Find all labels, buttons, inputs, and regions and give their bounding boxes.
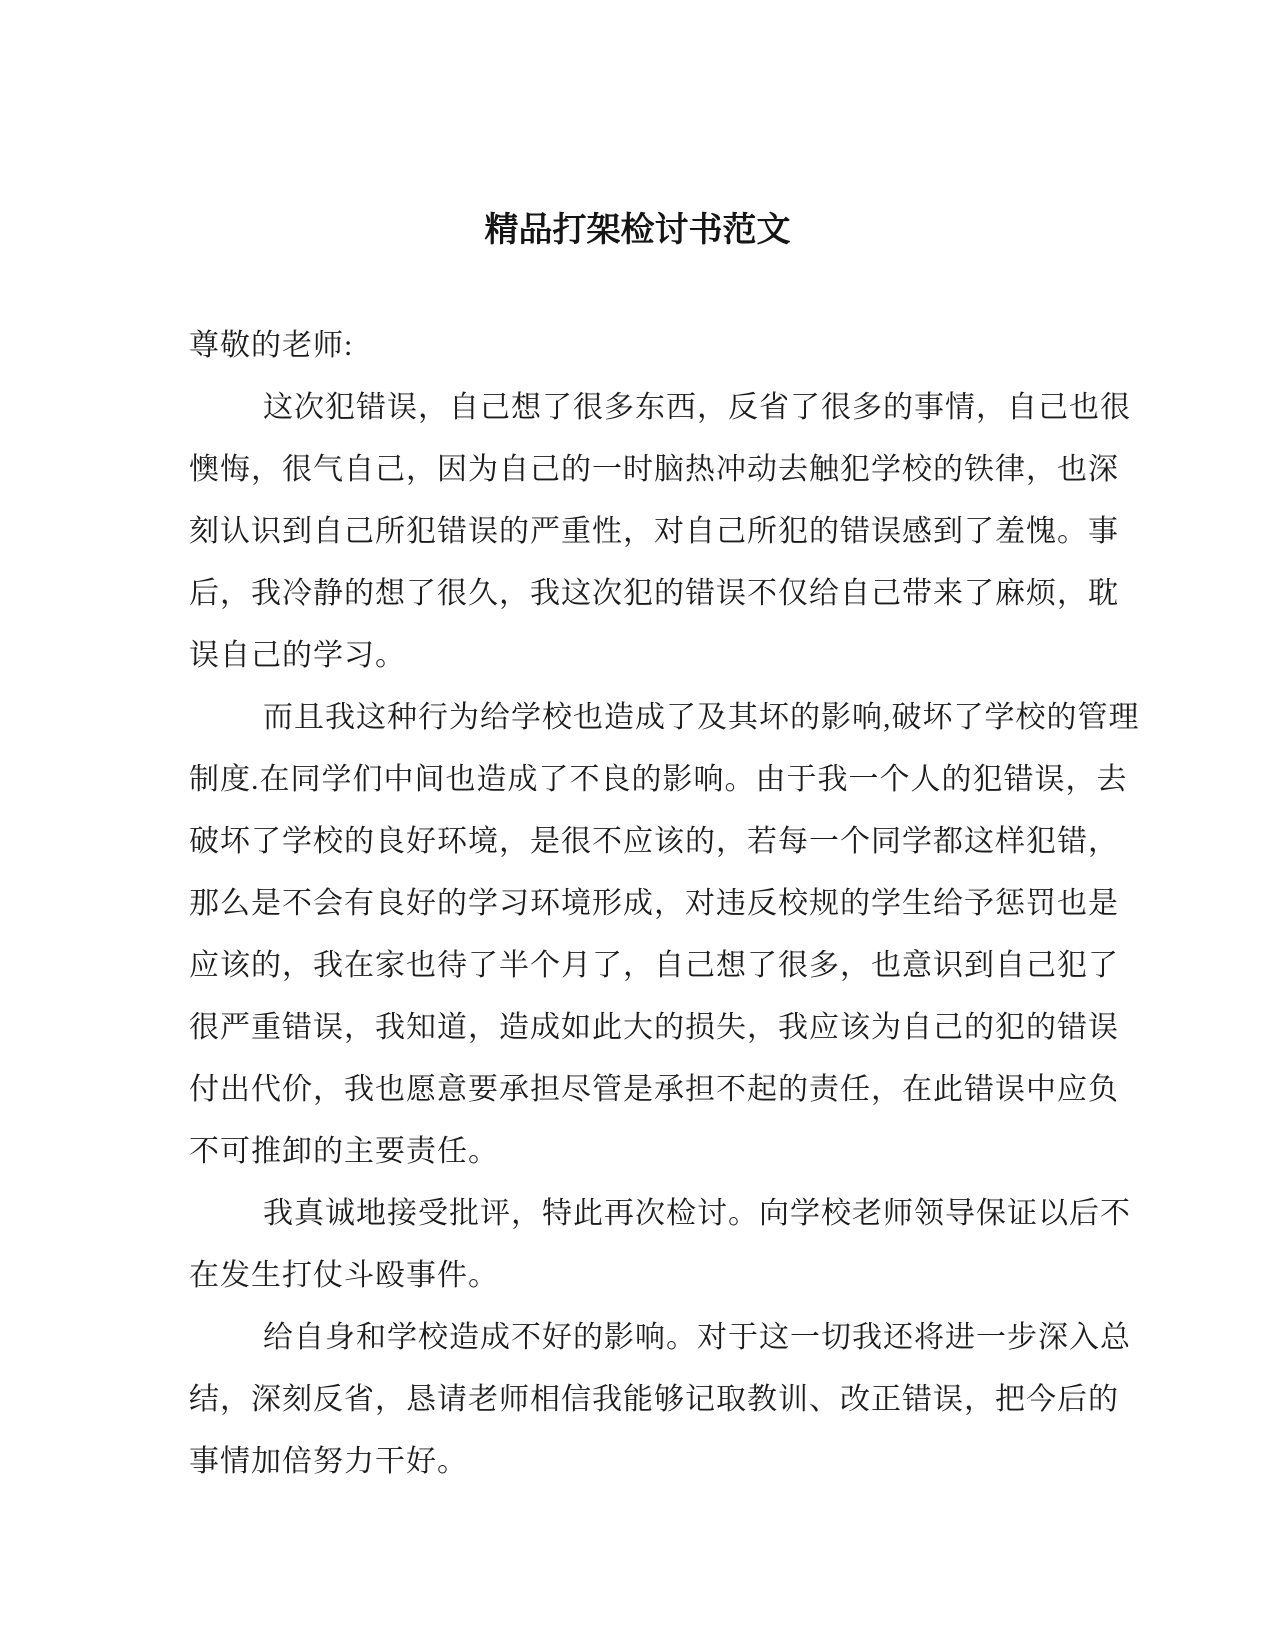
text-line: 事情加倍努力干好。 — [189, 1445, 468, 1478]
text-line: 制度.在同学们中间也造成了不良的影响。由于我一个人的犯错误，去 — [189, 763, 1128, 796]
text-line: 尊敬的老师: — [189, 329, 354, 362]
text-line: 给自身和学校造成不好的影响。对于这一切我还将进一步深入总 — [263, 1321, 1131, 1354]
text-line: 那么是不会有良好的学习环境形成，对违反校规的学生给予惩罚也是 — [189, 887, 1119, 920]
paragraph — [189, 687, 1165, 1183]
paragraph — [189, 1307, 1165, 1493]
text-line: 误自己的学习。 — [189, 639, 406, 672]
document-title: 精品打架检讨书范文 — [484, 211, 791, 249]
text-line: 懊悔，很气自己，因为自己的一时脑热冲动去触犯学校的铁律，也深 — [189, 453, 1119, 486]
text-line: 破坏了学校的良好环境，是很不应该的，若每一个同学都这样犯错， — [189, 825, 1119, 858]
text-line: 不可推卸的主要责任。 — [189, 1135, 499, 1168]
text-line: 刻认识到自己所犯错误的严重性，对自己所犯的错误感到了羞愧。事 — [189, 515, 1119, 548]
paragraph — [189, 377, 1165, 687]
paragraph — [189, 315, 1165, 377]
text-line: 付出代价，我也愿意要承担尽管是承担不起的责任，在此错误中应负 — [189, 1073, 1119, 1106]
text-line: 我真诚地接受批评，特此再次检讨。向学校老师领导保证以后不 — [263, 1197, 1131, 1230]
text-line: 很严重错误，我知道，造成如此大的损失，我应该为自己的犯的错误 — [189, 1011, 1119, 1044]
text-line: 在发生打仗斗殴事件。 — [189, 1259, 499, 1292]
text-line: 结，深刻反省，恳请老师相信我能够记取教训、改正错误，把今后的 — [189, 1383, 1119, 1416]
text-line: 后，我冷静的想了很久，我这次犯的错误不仅给自己带来了麻烦，耽 — [189, 577, 1119, 610]
text-line: 应该的，我在家也待了半个月了，自己想了很多，也意识到自己犯了 — [189, 949, 1119, 982]
document-body — [189, 315, 1165, 1493]
paragraph — [189, 1183, 1165, 1307]
text-line: 而且我这种行为给学校也造成了及其坏的影响,破坏了学校的管理 — [263, 701, 1140, 734]
text-line: 这次犯错误，自己想了很多东西，反省了很多的事情，自己也很 — [263, 391, 1131, 424]
